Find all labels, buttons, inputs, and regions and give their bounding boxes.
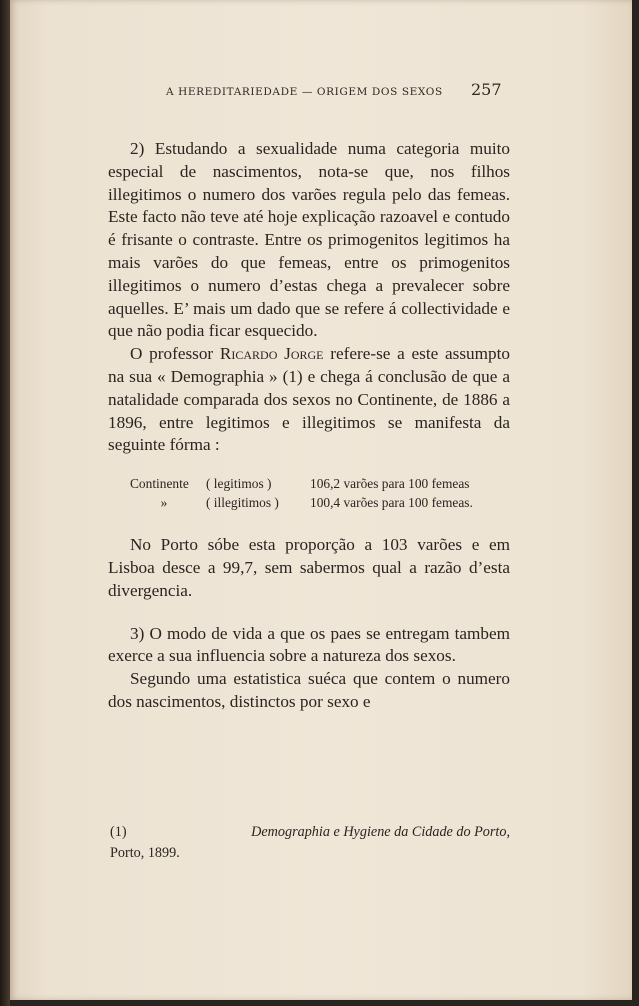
page-number: 257: [471, 80, 502, 99]
natality-table: [130, 474, 510, 512]
paragraph-2: 2) Estudando a sexualidade numa categoria muito especial de nascimentos, nota-se que, nos filhos illegitimos o numero dos varões regula pelo das femeas. Este facto não teve até hoje explicação razoavel e contudo é frisante o contraste. Entre os primogenitos legitimos ha mais varões do que femeas, entre os primogenitos illegitimos o numero d’estas chega a prevalecer sobre aquelles. E’ mais um dado que se refere á collectividade e que não podia ficar esquecido.: [108, 139, 510, 341]
table-row: [130, 493, 510, 512]
paragraph-4: Segundo uma estatistica suéca que contem o numero dos nascimentos, distinctos por sexo e: [108, 669, 510, 711]
book-binding: [0, 0, 10, 1006]
ricardo-before: O professor: [130, 344, 220, 364]
running-title: A HEREDITARIEDADE — ORIGEM DOS SEXOS: [166, 86, 443, 98]
table-place: Continente: [130, 476, 189, 492]
footnote-place-year: Porto, 1899.: [110, 845, 180, 861]
table-place: »: [160, 495, 168, 511]
paragraph-ricardo-jorge: [108, 343, 510, 457]
table-value: 100,4 varões para 100 femeas.: [310, 495, 473, 511]
spacer: [108, 603, 510, 623]
paragraph-3: 3) O modo de vida a que os paes se entregam tambem exerce a sua influencia sobre a natureza dos sexos.: [108, 623, 510, 666]
spacer: [108, 514, 510, 534]
table-type: ( illegitimos ): [206, 495, 279, 511]
ricardo-after: refere-se a este assumpto na sua « Demographia » (1) e chega á conclusão de que a natalidade comparada dos sexos no Continente, de 1886 a 1896, entre legitimos e illegitimos se manifesta da seguinte fórma :: [108, 344, 510, 455]
footnote-title: Demographia e Hygiene da Cidade do Porto,: [251, 824, 510, 840]
author-name: Ricardo Jorge: [219, 344, 324, 364]
page-header: [10, 76, 632, 106]
book-page: [10, 0, 632, 1000]
paragraph-porto: No Porto sóbe esta proporção a 103 varões e em Lisboa desce a 99,7, sem sabermos qual a razão d’esta divergencia.: [108, 535, 510, 600]
table-row: [130, 474, 510, 493]
footnote: [110, 822, 510, 864]
main-text: [108, 138, 510, 714]
table-type: ( legitimos ): [206, 476, 272, 492]
footnote-number: (1): [110, 824, 127, 840]
table-value: 106,2 varões para 100 femeas: [310, 476, 470, 492]
footnote-line: [110, 822, 510, 843]
